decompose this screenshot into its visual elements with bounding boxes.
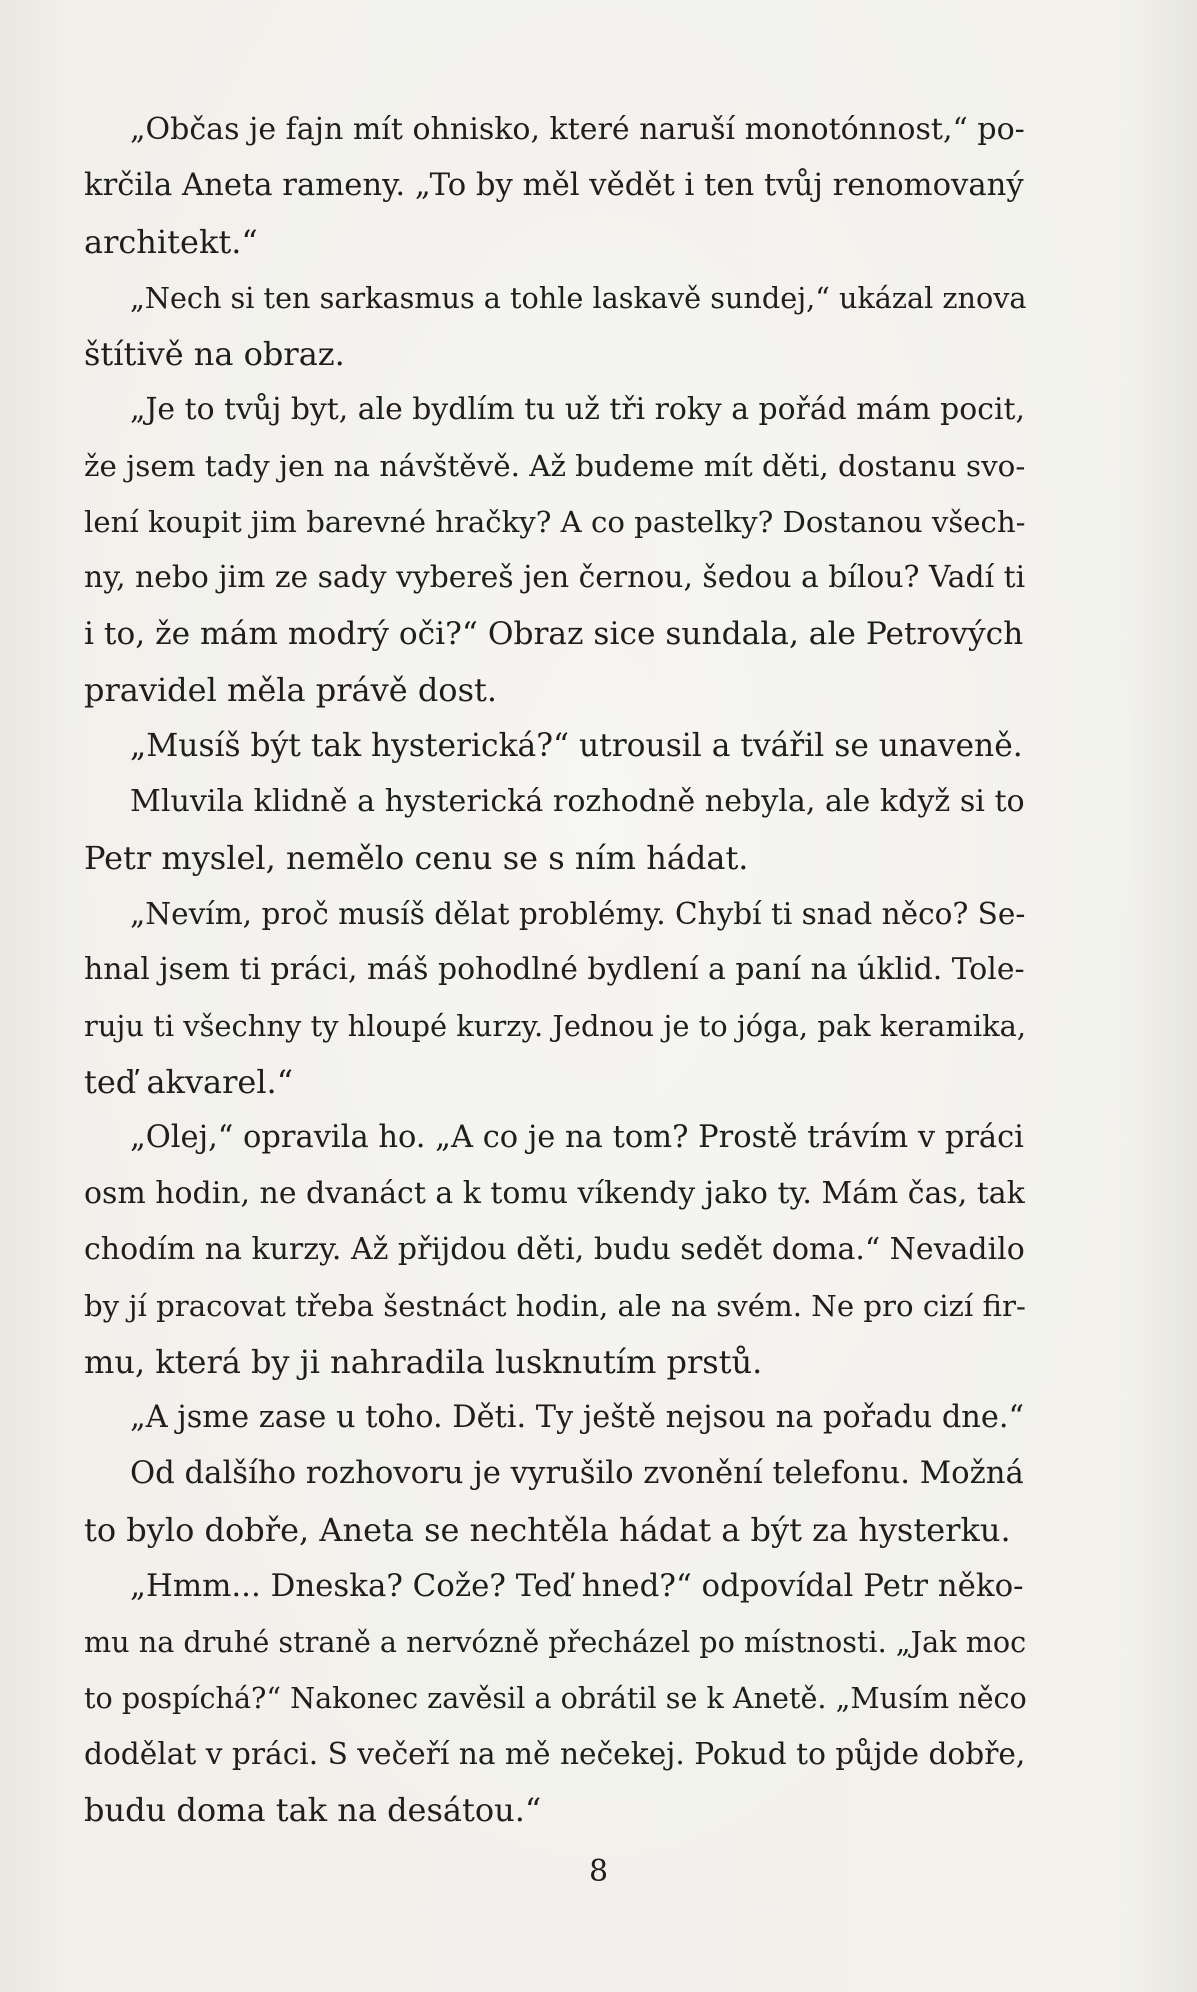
paragraph [84, 886, 1068, 1110]
text-line: „Občas je fajn mít ohnisko, které naruší monotónnost,“ po- [130, 112, 1025, 147]
text-line: Od dalšího rozhovoru je vyrušilo zvonění telefonu. Možná [130, 1456, 1024, 1491]
text-line: teď akvarel.“ [84, 1063, 294, 1101]
text-line: štítivě na obraz. [84, 335, 345, 373]
text-line: lení koupit jim barevné hračky? A co pastelky? Dostanou všech- [84, 505, 1026, 539]
paragraph [84, 102, 1068, 270]
text-line: krčila Aneta rameny. „To by měl vědět i ten tvůj renomovaný [84, 168, 1024, 203]
paragraph [84, 718, 1068, 774]
page-number: 8 [588, 1854, 609, 1889]
text-line: chodím na kurzy. Až přijdou děti, budu sedět doma.“ Nevadilo [84, 1232, 1025, 1267]
paragraph [84, 270, 1068, 382]
text-line: mu na druhé straně a nervózně přecházel po místnosti. „Jak moc [84, 1625, 1027, 1659]
text-line: osm hodin, ne dvanáct a k tomu víkendy jako ty. Mám čas, tak [84, 1176, 1025, 1211]
paragraph [84, 774, 1068, 886]
text-line: Petr myslel, nemělo cenu se s ním hádat. [84, 839, 749, 877]
text-line: „Hmm... Dneska? Cože? Teď hned?“ odpovídal Petr něko- [130, 1568, 1024, 1604]
text-line: by jí pracovat třeba šestnáct hodin, ale na svém. Ne pro cizí fir- [84, 1289, 1026, 1323]
text-line: „Nech si ten sarkasmus a tohle laskavě sundej,“ ukázal znova [130, 281, 1027, 315]
text-line: že jsem tady jen na návštěvě. Až budeme mít děti, dostanu svo- [84, 449, 1026, 483]
text-line: „A jsme zase u toho. Děti. Ty ještě nejsou na pořadu dne.“ [130, 1400, 1025, 1435]
paragraph [84, 382, 1068, 718]
text-line: to pospíchá?“ Nakonec zavěsil a obrátil se k Anetě. „Musím něco [84, 1681, 1027, 1715]
paragraph [84, 1446, 1068, 1558]
text-line: i to, že mám modrý oči?“ Obraz sice sundala, ale Petrových [84, 616, 1024, 652]
body-text [84, 102, 1068, 1838]
text-line: Mluvila klidně a hysterická rozhodně nebyla, ale když si to [130, 784, 1025, 819]
paragraph [84, 1110, 1068, 1390]
text-line: „Nevím, proč musíš dělat problémy. Chybí ti snad něco? Se- [130, 897, 1026, 931]
text-line: ny, nebo jim ze sady vybereš jen černou, šedou a bílou? Vadí ti [84, 560, 1026, 595]
paragraph [84, 1390, 1068, 1446]
text-line: hnal jsem ti práci, máš pohodlné bydlení a paní na úklid. Tole- [84, 952, 1025, 987]
text-line: budu doma tak na desátou.“ [84, 1791, 542, 1829]
text-line: ruju ti všechny ty hloupé kurzy. Jednou je to jóga, pak keramika, [84, 1009, 1027, 1043]
text-line: „Olej,“ opravila ho. „A co je na tom? Prostě trávím v práci [130, 1120, 1024, 1155]
text-line: architekt.“ [84, 223, 258, 261]
text-line: „Musíš být tak hysterická?“ utrousil a tvářil se unaveně. [130, 728, 1023, 764]
text-line: „Je to tvůj byt, ale bydlím tu už tři roky a pořád mám pocit, [130, 392, 1025, 427]
text-line: dodělat v práci. S večeří na mě nečekej. Pokud to půjde dobře, [84, 1736, 1026, 1771]
text-line: pravidel měla právě dost. [84, 671, 498, 709]
paragraph [84, 1558, 1068, 1838]
text-line: to bylo dobře, Aneta se nechtěla hádat a být za hysterku. [84, 1511, 1011, 1549]
text-line: mu, která by ji nahradila lusknutím prstů. [84, 1343, 763, 1381]
